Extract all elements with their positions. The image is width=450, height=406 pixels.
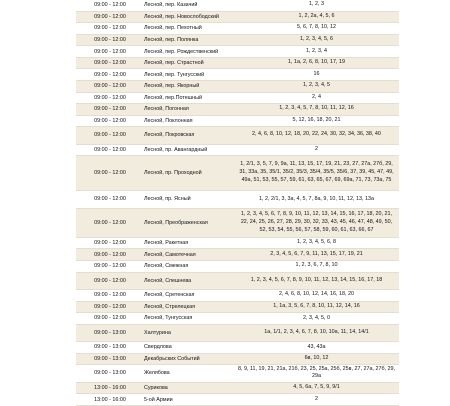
- houses-cell: 1, 1а, 3, 5, 6, 7, 8, 10, 11, 12, 14, 16: [273, 302, 360, 309]
- street-cell: Лесной, пер. Новослободский: [144, 13, 219, 20]
- street-cell: Лесной, Погонная: [144, 106, 189, 113]
- time-cell: 09:00 - 12:00: [94, 196, 126, 203]
- street-cell: Лесной, пер. Пехотный: [144, 25, 202, 32]
- table-row: [76, 354, 399, 366]
- houses-cell: 8, 9, 11, 19, 21, 21а, 21б, 23, 25, 25а, 25б, 25в, 27, 27а, 27б, 29, 29а: [237, 365, 396, 380]
- time-cell: 09:00 - 12:00: [94, 170, 126, 177]
- street-cell: Лесной, Поклонная: [144, 117, 193, 124]
- table-row: [76, 191, 399, 208]
- table-row: [76, 290, 399, 302]
- time-cell: 09:00 - 13:00: [94, 370, 126, 377]
- houses-cell: 2, 3, 4, 5, 0: [303, 314, 330, 321]
- time-cell: 09:00 - 12:00: [94, 60, 126, 67]
- table-row: [76, 35, 399, 47]
- houses-cell: 1, 2, 2а, 4, 5, 6: [298, 12, 335, 19]
- street-cell: Лесной, Смежная: [144, 263, 189, 270]
- table-row: [76, 46, 399, 58]
- time-cell: 09:00 - 12:00: [94, 263, 126, 270]
- table-row: [76, 383, 399, 395]
- time-cell: 09:00 - 12:00: [94, 83, 126, 90]
- table-row: [76, 116, 399, 128]
- street-cell: Лесной, пер. Полянка: [144, 36, 199, 43]
- table-row: [76, 238, 399, 250]
- houses-cell: 1, 2, 3, 4: [306, 47, 327, 54]
- table-row: [76, 394, 399, 406]
- time-cell: 09:00 - 12:00: [94, 117, 126, 124]
- houses-cell: 1, 2, 3, 6, 7, 8, 10: [295, 262, 338, 269]
- time-cell: 09:00 - 12:00: [94, 303, 126, 310]
- time-cell: 09:00 - 12:00: [94, 251, 126, 258]
- street-cell: Лесной, Тунгусская: [144, 315, 193, 322]
- houses-cell: 5, 12, 16, 18, 20, 21: [292, 116, 341, 123]
- street-cell: Лесной, Самотечная: [144, 251, 196, 258]
- houses-cell: 2, 4, 6, 8, 10, 12, 14, 16, 18, 20: [279, 291, 354, 298]
- houses-cell: 2, 3, 4, 5, 6, 7, 9, 11, 13, 15, 17, 19, 21: [270, 250, 363, 257]
- time-cell: 09:00 - 12:00: [94, 71, 126, 78]
- street-cell: Лесной, пр. Авангардный: [144, 146, 208, 153]
- table-row: [76, 302, 399, 314]
- street-cell: Лесной, пер. Тунгусский: [144, 71, 205, 78]
- houses-cell: 1, 2, 3, 4, 5, 6, 7, 8, 9, 10, 11, 12, 13, 14, 15, 16, 17, 18, 20, 21, 22, 24, 25, 26, 27, 28, 29, 30, 32, 33, 43, 45, 46, 47, 48, 49, 50, 52, 53, 54, 55, 56, 57, 58, 59, 60, 61, 63, 66, 67: [240, 211, 393, 233]
- houses-cell: 1, 2, 3, 4, 5, 6, 8: [297, 239, 336, 246]
- houses-cell: 1, 2, 3, 4, 5, 6: [300, 36, 333, 43]
- houses-cell: 2, 4, 6, 8, 10, 12, 18, 20, 22, 24, 30, 32, 34, 36, 38, 40: [252, 131, 381, 138]
- street-cell: Желябова: [144, 370, 170, 377]
- table-row: [76, 81, 399, 93]
- table-row: [76, 325, 399, 342]
- table-row: [76, 93, 399, 105]
- time-cell: 09:00 - 12:00: [94, 2, 126, 9]
- houses-cell: 2, 4: [312, 93, 321, 100]
- street-cell: Лесной, пер. Казачий: [144, 2, 198, 9]
- time-cell: 09:00 - 12:00: [94, 48, 126, 55]
- houses-cell: 4, 5, 6а, 7, 5, 9, 9/1: [293, 384, 340, 391]
- time-cell: 09:00 - 12:00: [94, 219, 126, 226]
- time-cell: 09:00 - 12:00: [94, 13, 126, 20]
- time-cell: 09:00 - 13:00: [94, 344, 126, 351]
- houses-cell: 1, 2, 3, 4, 5, 6, 7, 8, 9, 10, 11, 12, 13, 14, 15, 16, 17, 18: [250, 276, 383, 283]
- time-cell: 09:00 - 12:00: [94, 94, 126, 101]
- houses-cell: 1, 2/1, 3, 5, 7, 9, 9а, 11, 13, 15, 17, 19, 21, 23, 27, 27а, 27б, 29, 31, 33а, 35, 35/1, 35/2, 35/3, 35/4, 35/5, 35/6, 37, 39, 45, 47, 49, 49а, 51, 53, 55, 57, 59, 61, 63, 65, 67, 69, 69а, 71, 73, 73а, 75: [239, 161, 394, 184]
- table-row: [76, 209, 399, 238]
- table-row: [76, 58, 399, 70]
- schedule-table: [76, 0, 399, 406]
- houses-cell: 1, 2, 2/1, 3, 3а, 4, 5, 7, 8а, 9, 10, 11, 12, 13, 13а: [259, 195, 374, 202]
- houses-cell: 1, 2, 3, 4, 5: [303, 82, 330, 89]
- table-row: [76, 273, 399, 290]
- street-cell: Лесной, Ракетная: [144, 240, 189, 247]
- street-cell: 5-ой Армии: [144, 396, 173, 403]
- time-cell: 09:00 - 12:00: [94, 36, 126, 43]
- street-cell: Лесной, пер. Якорный: [144, 83, 200, 90]
- time-cell: 09:00 - 13:00: [94, 329, 126, 336]
- time-cell: 09:00 - 12:00: [94, 25, 126, 32]
- table-row: [76, 261, 399, 273]
- table-row: [76, 156, 399, 191]
- street-cell: Лесной, пер. Рождественский: [144, 48, 219, 55]
- time-cell: 09:00 - 12:00: [94, 277, 126, 284]
- table-row: [76, 69, 399, 81]
- time-cell: 09:00 - 12:00: [94, 146, 126, 153]
- street-cell: Лесной, пер. Страстной: [144, 60, 204, 67]
- houses-cell: 6в, 10, 12: [304, 355, 329, 362]
- time-cell: 09:00 - 12:00: [94, 132, 126, 139]
- street-cell: Лесной, Сретенская: [144, 292, 195, 299]
- houses-cell: 1, 1а, 2, 6, 8, 10, 17, 19: [288, 59, 345, 66]
- street-cell: Лесной, Покровская: [144, 132, 195, 139]
- street-cell: Лесной, Спешнева: [144, 277, 192, 284]
- table-row: [76, 342, 399, 354]
- street-cell: Лесной, пр. Ясный: [144, 196, 191, 203]
- table-row: [76, 145, 399, 157]
- table-row: [76, 313, 399, 325]
- houses-cell: 1, 2, 3: [309, 1, 324, 8]
- houses-cell: 5, 6, 7, 8, 10, 12: [297, 24, 336, 31]
- street-cell: Лесной, Преображенская: [144, 219, 208, 226]
- table-row: [76, 104, 399, 116]
- houses-cell: 2: [315, 395, 318, 402]
- table-row: [76, 249, 399, 261]
- houses-cell: 43, 43а: [307, 343, 326, 350]
- table-row: [76, 23, 399, 35]
- time-cell: 09:00 - 12:00: [94, 292, 126, 299]
- table-row: [76, 12, 399, 24]
- table-row: [76, 0, 399, 12]
- street-cell: Сурикова: [144, 384, 168, 391]
- time-cell: 09:00 - 13:00: [94, 355, 126, 362]
- time-cell: 13:00 - 16:00: [94, 396, 126, 403]
- street-cell: Лесной, Стрелецкая: [144, 303, 196, 310]
- street-cell: Лесной, пр. Проходной: [144, 170, 202, 177]
- table-row: [76, 365, 399, 382]
- houses-cell: 16: [313, 70, 320, 77]
- street-cell: Халтурина: [144, 329, 171, 336]
- street-cell: Свердлова: [144, 344, 172, 351]
- time-cell: 09:00 - 12:00: [94, 315, 126, 322]
- houses-cell: 2: [315, 145, 318, 152]
- table-row: [76, 127, 399, 144]
- time-cell: 09:00 - 12:00: [94, 240, 126, 247]
- street-cell: Декабрьских Событий: [144, 355, 200, 362]
- houses-cell: 1, 2, 3, 4, 5, 7, 8, 10, 11, 12, 16: [279, 105, 354, 112]
- street-cell: Лесной, пер.Потешный: [144, 94, 202, 101]
- time-cell: 13:00 - 16:00: [94, 384, 126, 391]
- time-cell: 09:00 - 12:00: [94, 106, 126, 113]
- houses-cell: 1а, 1/1, 2, 3, 4, 6, 7, 8, 10, 10а, 11, 14, 14/1: [264, 329, 369, 335]
